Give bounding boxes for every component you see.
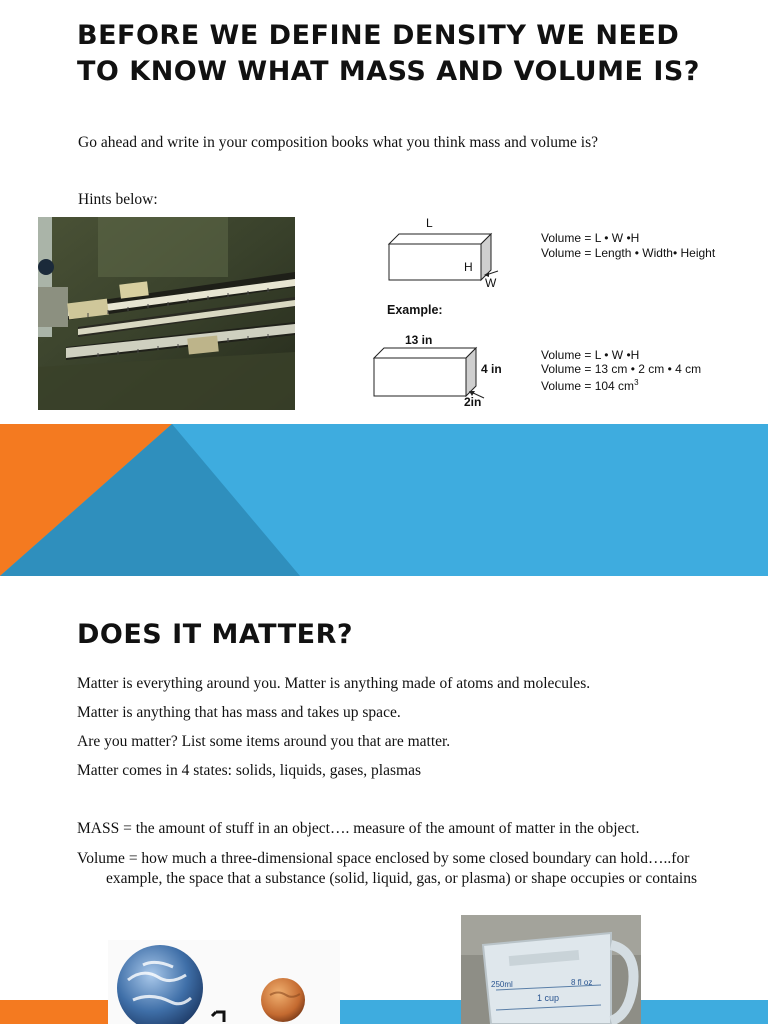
decorative-band	[0, 424, 768, 576]
example-label: Example:	[387, 303, 443, 317]
matter-line-2: Matter is anything that has mass and takes up space.	[77, 704, 401, 721]
example-length-label: 13 in	[405, 333, 433, 347]
measuring-cup-drawing	[461, 915, 641, 1024]
volume-definition: Volume = how much a three-dimensional space enclosed by some closed boundary can hold…..for example, the space that a substance (solid, liquid, gas, or plasma) or shape occupies or contains	[77, 850, 697, 887]
balance-photo-drawing	[38, 217, 295, 410]
volume-formula	[541, 231, 715, 261]
width-label: W	[485, 276, 497, 290]
matter-line-4: Matter comes in 4 states: solids, liquids, gases, plasmas	[77, 762, 421, 779]
measuring-cup-photo	[461, 915, 641, 1024]
example-formula-line1: Volume = L • W •H	[541, 348, 640, 362]
example-height-label: 4 in	[481, 362, 502, 376]
volume-formula-line2: Volume = Length • Width• Height	[541, 246, 716, 260]
slide2-title: DOES IT MATTER?	[77, 619, 354, 650]
example-formula-line3-text: Volume = 104 cm	[541, 379, 635, 393]
volume-formula-line1: Volume = L • W •H	[541, 231, 640, 245]
triple-beam-balance-photo	[38, 217, 295, 410]
example-width-label: 2in	[464, 395, 482, 409]
rectangular-prism-diagram	[380, 214, 510, 290]
cup-cup-label: 1 cup	[537, 993, 560, 1003]
matter-facts	[77, 674, 717, 790]
definitions	[77, 819, 717, 899]
matter-line-3: Are you matter? List some items around you that are matter.	[77, 733, 451, 750]
cup-floz-label: 8 fl oz	[571, 978, 593, 987]
mass-definition: MASS = the amount of stuff in an object…. measure of the amount of matter in the object.	[77, 820, 640, 837]
planets-drawing	[108, 940, 340, 1024]
mars-icon	[261, 978, 305, 1022]
example-volume-formula	[541, 348, 701, 393]
matter-line-1: Matter is everything around you. Matter is anything made of atoms and molecules.	[77, 675, 591, 692]
slide1-prompt: Go ahead and write in your composition books what you think mass and volume is?	[78, 134, 599, 151]
example-prism-diagram	[368, 330, 518, 410]
earth-icon	[117, 945, 203, 1024]
hints-label: Hints below:	[78, 191, 158, 208]
cubed-superscript: 3	[634, 378, 639, 387]
example-formula-line2: Volume = 13 cm • 2 cm • 4 cm	[541, 362, 702, 376]
example-formula-line3	[541, 376, 701, 393]
planets-illustration	[108, 940, 340, 1024]
length-label: L	[426, 216, 433, 230]
slide1-title: BEFORE WE DEFINE DENSITY WE NEED TO KNOW WHAT MASS AND VOLUME IS?	[77, 20, 700, 87]
cup-ml-label: 250ml	[491, 980, 513, 989]
height-label: H	[464, 260, 473, 274]
